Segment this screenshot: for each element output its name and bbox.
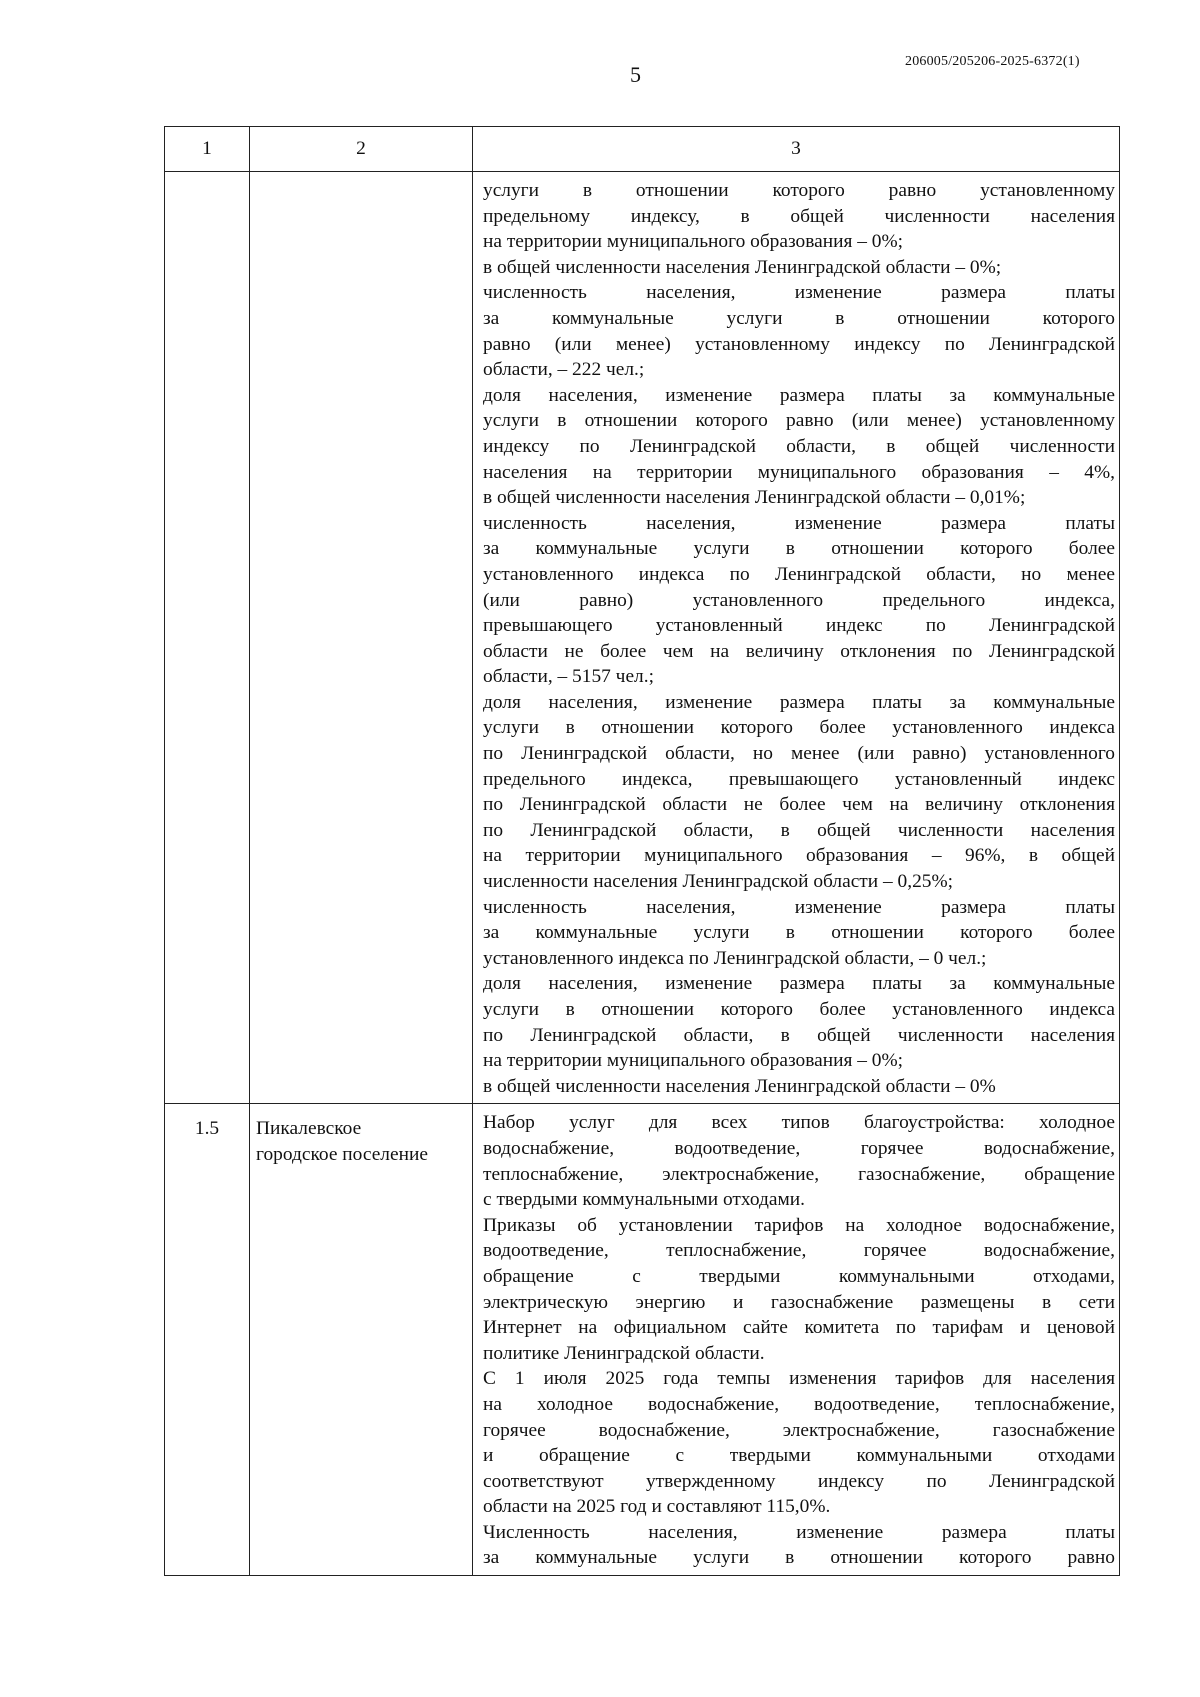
municipality-name-line: городское поселение xyxy=(256,1143,428,1165)
text-line: в общей численности населения Ленинградской области – 0% xyxy=(483,1075,996,1097)
text-line: на территории муниципального образования – 96%, в общей xyxy=(483,845,1115,867)
text-line: в общей численности населения Ленинградской области – 0%; xyxy=(483,256,1002,278)
text-line: в общей численности населения Ленинградской области – 0,01%; xyxy=(483,487,1026,509)
text-line: области на 2025 год и составляют 115,0%. xyxy=(483,1496,831,1518)
text-line: и обращение с твердыми коммунальными отходами xyxy=(483,1445,1115,1467)
description-text xyxy=(473,1104,1119,1575)
row-number-cell xyxy=(165,172,250,1104)
text-line: по Ленинградской области, в общей численности населения xyxy=(483,1024,1115,1046)
text-line: обращение с твердыми коммунальными отходами, xyxy=(483,1265,1115,1287)
text-line: электрическую энергию и газоснабжение размещены в сети xyxy=(483,1291,1115,1313)
row-number xyxy=(165,172,249,184)
text-line: горячее водоснабжение, электроснабжение, газоснабжение xyxy=(483,1419,1115,1441)
text-line: области не более чем на величину отклонения по Ленинградской xyxy=(483,640,1115,662)
description-cell xyxy=(473,1104,1120,1576)
header-col-2: 2 xyxy=(250,127,473,172)
text-line: превышающего установленный индекс по Ленинградской xyxy=(483,615,1115,637)
table-row xyxy=(165,1104,1120,1576)
text-line: услуги в отношении которого более установленного индекса xyxy=(483,717,1115,739)
text-line: численность населения, изменение размера платы xyxy=(483,896,1115,918)
row-number: 1.5 xyxy=(194,1118,220,1140)
text-line: водоотведение, теплоснабжение, горячее водоснабжение, xyxy=(483,1240,1115,1262)
municipality-cell xyxy=(250,1104,473,1576)
text-line: за коммунальные услуги в отношении которого xyxy=(483,307,1115,329)
table-row xyxy=(165,172,1120,1104)
text-line: с твердыми коммунальными отходами. xyxy=(483,1189,805,1211)
row-number-cell xyxy=(165,1104,250,1576)
text-line: по Ленинградской области, в общей численности населения xyxy=(483,819,1115,841)
header-col-1: 1 xyxy=(165,127,250,172)
text-line: по Ленинградской области не более чем на величину отклонения xyxy=(483,794,1115,816)
text-line: за коммунальные услуги в отношении которого равно xyxy=(483,1547,1115,1569)
text-line: по Ленинградской области, но менее (или равно) установленного xyxy=(483,743,1115,765)
text-line: установленного индекса по Ленинградской области, – 0 чел.; xyxy=(483,947,987,969)
text-line: области, – 5157 чел.; xyxy=(483,666,654,688)
text-line: соответствуют утвержденному индексу по Ленинградской xyxy=(483,1470,1115,1492)
text-line: Интернет на официальном сайте комитета по тарифам и ценовой xyxy=(483,1317,1115,1339)
municipality-name xyxy=(250,172,472,184)
text-line: услуги в отношении которого более установленного индекса xyxy=(483,999,1115,1020)
text-line: доля населения, изменение размера платы за коммунальные xyxy=(483,691,1115,713)
text-line: услуги в отношении которого равно установленному xyxy=(483,180,1115,201)
text-line: (или равно) установленного предельного индекса, xyxy=(483,589,1115,611)
text-line: Набор услуг для всех типов благоустройства: холодное xyxy=(483,1112,1115,1134)
description-cell xyxy=(473,172,1120,1104)
text-line: доля населения, изменение размера платы за коммунальные xyxy=(483,973,1115,995)
text-line: индексу по Ленинградской области, в общей численности xyxy=(483,435,1115,457)
page-number: 5 xyxy=(630,62,641,87)
text-line: на территории муниципального образования – 0%; xyxy=(483,231,904,253)
municipality-cell xyxy=(250,172,473,1104)
text-line: Численность населения, изменение размера платы xyxy=(483,1521,1115,1543)
text-line: водоснабжение, водоотведение, горячее водоснабжение, xyxy=(483,1137,1115,1159)
text-line: численность населения, изменение размера платы xyxy=(483,512,1115,534)
text-line: численность населения, изменение размера платы xyxy=(483,282,1115,304)
text-line: за коммунальные услуги в отношении которого более xyxy=(483,538,1115,560)
tariff-table xyxy=(164,126,1120,1576)
text-line: предельного индекса, превышающего установленный индекс xyxy=(483,768,1115,790)
municipality-name xyxy=(250,1104,472,1167)
text-line: Приказы об установлении тарифов на холодное водоснабжение, xyxy=(483,1214,1115,1236)
text-line: равно (или менее) установленному индексу по Ленинградской xyxy=(483,333,1115,355)
text-line: населения на территории муниципального образования – 4%, xyxy=(483,461,1115,483)
text-line: теплоснабжение, электроснабжение, газоснабжение, обращение xyxy=(483,1163,1115,1185)
text-line: на холодное водоснабжение, водоотведение, теплоснабжение, xyxy=(483,1393,1115,1415)
header-col-3: 3 xyxy=(473,127,1120,172)
text-line: политике Ленинградской области. xyxy=(483,1342,765,1364)
table-header-row xyxy=(165,127,1120,172)
text-line: доля населения, изменение размера платы за коммунальные xyxy=(483,384,1115,406)
text-line: численности населения Ленинградской области – 0,25%; xyxy=(483,871,954,893)
municipality-name-line: Пикалевское xyxy=(256,1118,362,1140)
text-line: предельному индексу, в общей численности населения xyxy=(483,205,1115,227)
document-id: 206005/205206-2025-6372(1) xyxy=(905,54,1080,69)
text-line: установленного индекса по Ленинградской области, но менее xyxy=(483,563,1115,585)
text-line: области, – 222 чел.; xyxy=(483,359,645,381)
text-line: за коммунальные услуги в отношении которого более xyxy=(483,922,1115,944)
text-line: С 1 июля 2025 года темпы изменения тарифов для населения xyxy=(483,1368,1115,1390)
text-line: на территории муниципального образования – 0%; xyxy=(483,1050,904,1072)
description-text xyxy=(473,172,1119,1103)
text-line: услуги в отношении которого равно (или менее) установленному xyxy=(483,410,1115,432)
